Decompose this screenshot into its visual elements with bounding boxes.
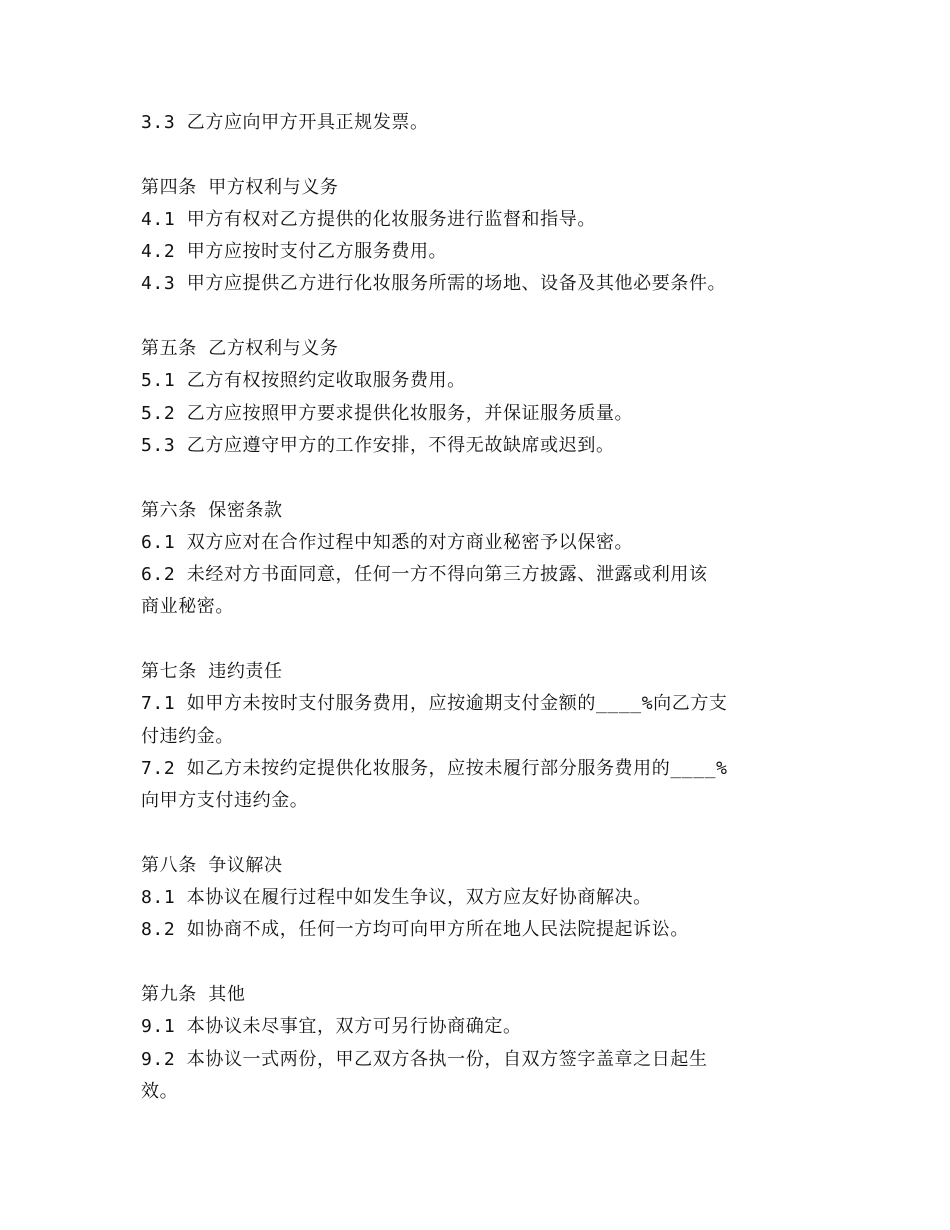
article-6-heading: 第六条 保密条款	[141, 499, 283, 521]
clause-5-2: 5.2 乙方应按照甲方要求提供化妆服务，并保证服务质量。	[141, 402, 634, 424]
clause-7-2: 7.2 如乙方未按约定提供化妆服务，应按未履行部分服务费用的____%	[141, 757, 728, 779]
paragraph-gap	[141, 301, 831, 333]
paragraph-gap	[141, 624, 831, 656]
article-5-heading: 第五条 乙方权利与义务	[141, 338, 339, 360]
clause-9-1: 9.1 本协议未尽事宜，双方可另行协商确定。	[141, 1016, 522, 1038]
article-9-heading: 第九条 其他	[141, 984, 246, 1006]
article-8-heading: 第八条 争议解决	[141, 854, 283, 876]
clause-4-3: 4.3 甲方应提供乙方进行化妆服务所需的场地、设备及其他必要条件。	[141, 273, 727, 295]
clause-7-2-cont: 向甲方支付违约金。	[141, 790, 309, 812]
clause-3-3: 3.3 乙方应向甲方开具正规发票。	[141, 112, 429, 133]
article-7-heading: 第七条 违约责任	[141, 661, 283, 683]
paragraph-gap	[141, 947, 831, 979]
paragraph-gap	[141, 139, 831, 171]
clause-7-1: 7.1 如甲方未按时支付服务费用，应按逾期支付金额的____%向乙方支	[141, 693, 728, 715]
contract-body	[141, 107, 831, 1108]
clause-8-2: 8.2 如协商不成，任何一方均可向甲方所在地人民法院提起诉讼。	[141, 919, 689, 941]
clause-4-2: 4.2 甲方应按时支付乙方服务费用。	[141, 241, 448, 263]
clause-6-1: 6.1 双方应对在合作过程中知悉的对方商业秘密予以保密。	[141, 531, 634, 553]
clause-9-2-cont: 效。	[141, 1080, 179, 1102]
clause-5-3: 5.3 乙方应遵守甲方的工作安排，不得无故缺席或迟到。	[141, 434, 615, 456]
paragraph-gap	[141, 818, 831, 850]
clause-5-1: 5.1 乙方有权按照约定收取服务费用。	[141, 370, 466, 392]
clause-9-2: 9.2 本协议一式两份，甲乙双方各执一份，自双方签字盖章之日起生	[141, 1048, 708, 1070]
paragraph-gap	[141, 462, 831, 494]
clause-4-1: 4.1 甲方有权对乙方提供的化妆服务进行监督和指导。	[141, 208, 596, 230]
clause-7-1-cont: 付违约金。	[141, 725, 234, 747]
clause-8-1: 8.1 本协议在履行过程中如发生争议，双方应友好协商解决。	[141, 887, 652, 909]
clause-6-2: 6.2 未经对方书面同意，任何一方不得向第三方披露、泄露或利用该	[141, 564, 708, 586]
article-4-heading: 第四条 甲方权利与义务	[141, 176, 339, 198]
clause-6-2-cont: 商业秘密。	[141, 596, 234, 618]
